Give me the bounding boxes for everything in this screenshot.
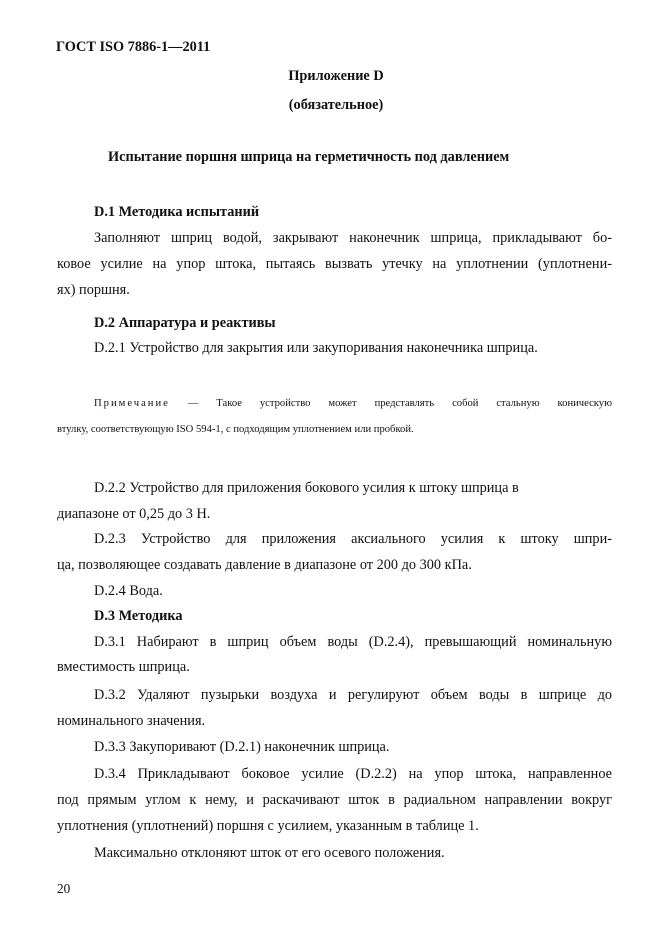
note-text-1: — Такое устройство может представлять собой стальную коническую [169, 398, 612, 409]
d223-line-1: D.2.3 Устройство для приложения аксиального усилия к штоку шпри- [94, 531, 612, 547]
section-d2-heading: D.2 Аппаратура и реактивы [94, 315, 276, 331]
d223-line-2: ца, позволяющее создавать давление в диапазоне от 200 до 300 кПа. [57, 557, 472, 573]
note-line-1 [94, 397, 612, 411]
d332-line-2: номинального значения. [57, 713, 206, 729]
d334-line-2: под прямым углом к нему, и раскачивают шток в радиальном направлении вокруг [57, 792, 612, 808]
d334-line-1: D.3.4 Прикладывают боковое усилие (D.2.2) на упор штока, направленное [94, 766, 612, 782]
d222-line-1: D.2.2 Устройство для приложения бокового усилия к штоку шприца в [94, 480, 519, 496]
annex-title: Приложение D [288, 68, 384, 84]
page-number: 20 [57, 881, 71, 896]
section-d1-heading: D.1 Методика испытаний [94, 204, 260, 220]
d331-line-1: D.3.1 Набирают в шприц объем воды (D.2.4), превышающий номинальную [94, 634, 612, 650]
note-line-2: втулку, соответствующую ISO 594-1, с подходящим уплотнением или пробкой. [57, 424, 414, 435]
d334-line-3: уплотнения (уплотнений) поршня с усилием, указанным в таблице 1. [57, 818, 479, 834]
d331-line-2: вместимость шприца. [57, 659, 190, 675]
d222-line-2: диапазоне от 0,25 до 3 Н. [57, 506, 211, 522]
d1-line-1: Заполняют шприц водой, закрывают наконечник шприца, прикладывают бо- [94, 230, 612, 246]
section-d3-heading: D.3 Методика [94, 608, 183, 624]
doc-code: ГОСТ ISO 7886-1—2011 [56, 39, 211, 55]
d1-line-2: ковое усилие на упор штока, пытаясь вызвать утечку на уплотнении (уплотнени- [57, 256, 612, 272]
d332-line-1: D.3.2 Удаляют пузырьки воздуха и регулируют объем воды в шприце до [94, 687, 612, 703]
annex-heading: Испытание поршня шприца на герметичность под давлением [108, 149, 510, 165]
annex-status: (обязательное) [288, 97, 384, 113]
d1-line-3: ях) поршня. [57, 282, 130, 298]
d224-text: D.2.4 Вода. [94, 583, 163, 599]
last-line: Максимально отклоняют шток от его осевого положения. [94, 845, 445, 861]
note-label: Примечание [94, 398, 170, 409]
d221-text: D.2.1 Устройство для закрытия или закупоривания наконечника шприца. [94, 340, 538, 356]
d333-text: D.3.3 Закупоривают (D.2.1) наконечник шприца. [94, 739, 390, 755]
